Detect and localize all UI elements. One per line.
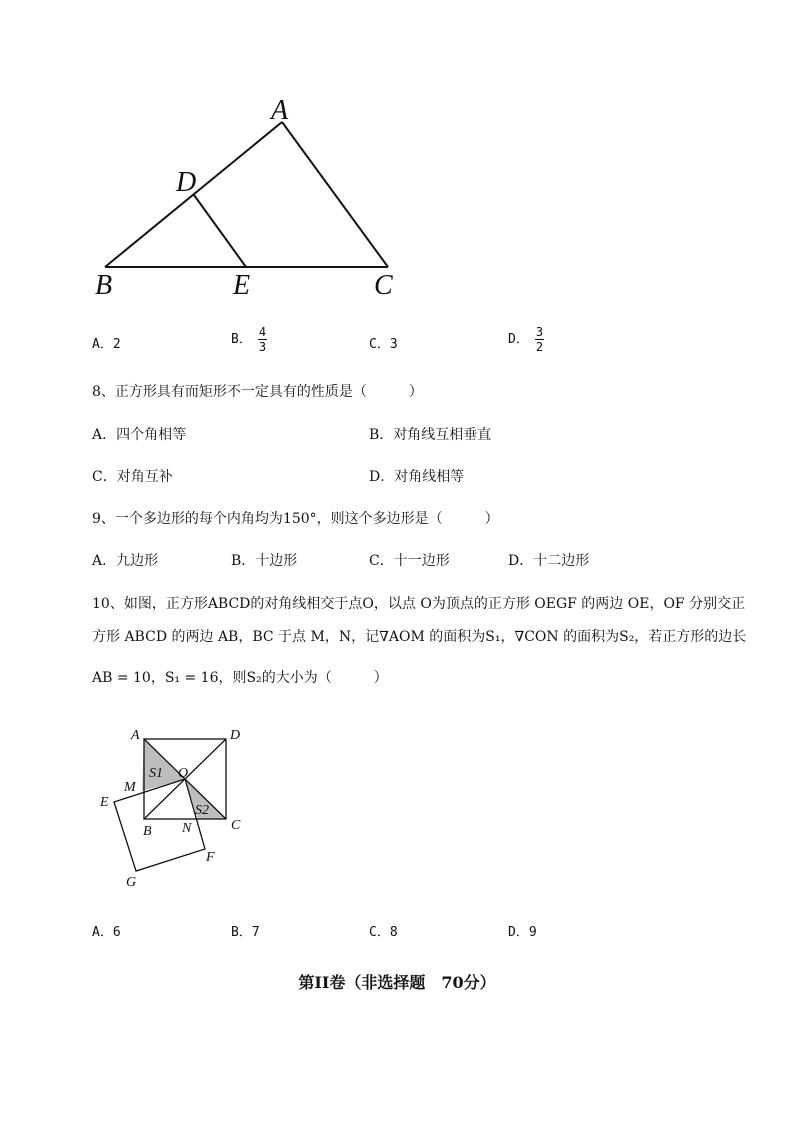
q10-stem-line-1: 10、如图，正方形ABCD的对角线相交于点O，以点 O为顶点的正方形 OEGF 的两边 OE，OF 分别交正 <box>92 596 746 612</box>
fraction-denominator: 2 <box>535 340 544 354</box>
q10-option-c[interactable]: C．8 <box>369 925 398 940</box>
segment-AC <box>282 122 388 267</box>
q9-option-c[interactable]: C．十一边形 <box>369 553 450 569</box>
q9-option-b[interactable]: B．十边形 <box>231 553 298 569</box>
label-S2: S2 <box>195 803 209 818</box>
q8-option-d[interactable]: D．对角线相等 <box>369 469 465 485</box>
label-E: E <box>233 270 251 301</box>
label-D: D <box>176 167 197 198</box>
q8-option-b[interactable]: B．对角线互相垂直 <box>369 427 492 443</box>
option-letter: C． <box>369 337 390 352</box>
q8-option-c[interactable]: C．对角互补 <box>92 469 173 485</box>
q8-option-a[interactable]: A．四个角相等 <box>92 427 187 443</box>
q7-option-d[interactable] <box>508 325 544 354</box>
section-title: 第II卷（非选择题 70分） <box>298 973 496 992</box>
shaded-region-s1 <box>142 739 185 791</box>
fraction <box>258 325 267 354</box>
option-letter: B． <box>231 332 252 347</box>
fraction-denominator: 3 <box>258 340 267 354</box>
q10-option-a[interactable]: A．6 <box>92 925 121 940</box>
q7-option-a[interactable] <box>92 333 121 352</box>
label-S1: S1 <box>149 766 163 781</box>
q9-option-a[interactable]: A．九边形 <box>92 553 159 569</box>
fraction-numerator: 4 <box>258 325 267 339</box>
label-C: C <box>231 818 241 833</box>
label-E: E <box>100 795 109 810</box>
label-D: D <box>230 728 241 743</box>
triangle-figure <box>85 90 415 305</box>
label-B: B <box>143 824 152 839</box>
q10-stem-line-2: 方形 ABCD 的两边 AB，BC 于点 M，N，记∇AOM 的面积为S₁，∇CON 的面积为S₂，若正方形的边长 <box>92 629 747 645</box>
q10-option-b[interactable]: B．7 <box>231 925 260 940</box>
label-C: C <box>374 270 393 301</box>
label-G: G <box>126 875 137 890</box>
label-A: A <box>131 728 140 743</box>
option-letter: A． <box>92 337 113 352</box>
q9-stem: 9、一个多边形的每个内角均为150°，则这个多边形是（ ） <box>92 511 499 527</box>
label-O: O <box>178 766 189 781</box>
q10-stem-line-3: AB = 10，S₁ = 16，则S₂的大小为（ ） <box>92 670 388 686</box>
q7-option-c[interactable] <box>369 333 398 352</box>
label-M: M <box>124 780 136 795</box>
option-letter: D． <box>508 332 529 347</box>
fraction <box>535 325 544 354</box>
option-value: 2 <box>112 337 121 352</box>
q10-option-d[interactable]: D．9 <box>508 925 537 940</box>
q9-option-d[interactable]: D．十二边形 <box>508 553 590 569</box>
q7-option-b[interactable] <box>231 325 267 354</box>
label-N: N <box>182 821 192 836</box>
segment-DE <box>194 195 246 267</box>
fraction-numerator: 3 <box>535 325 544 339</box>
q8-stem: 8、正方形具有而矩形不一定具有的性质是（ ） <box>92 384 423 400</box>
label-B: B <box>95 270 113 301</box>
label-F: F <box>206 850 215 865</box>
label-A: A <box>271 95 289 126</box>
squares-figure <box>92 722 262 897</box>
option-value: 3 <box>389 337 398 352</box>
